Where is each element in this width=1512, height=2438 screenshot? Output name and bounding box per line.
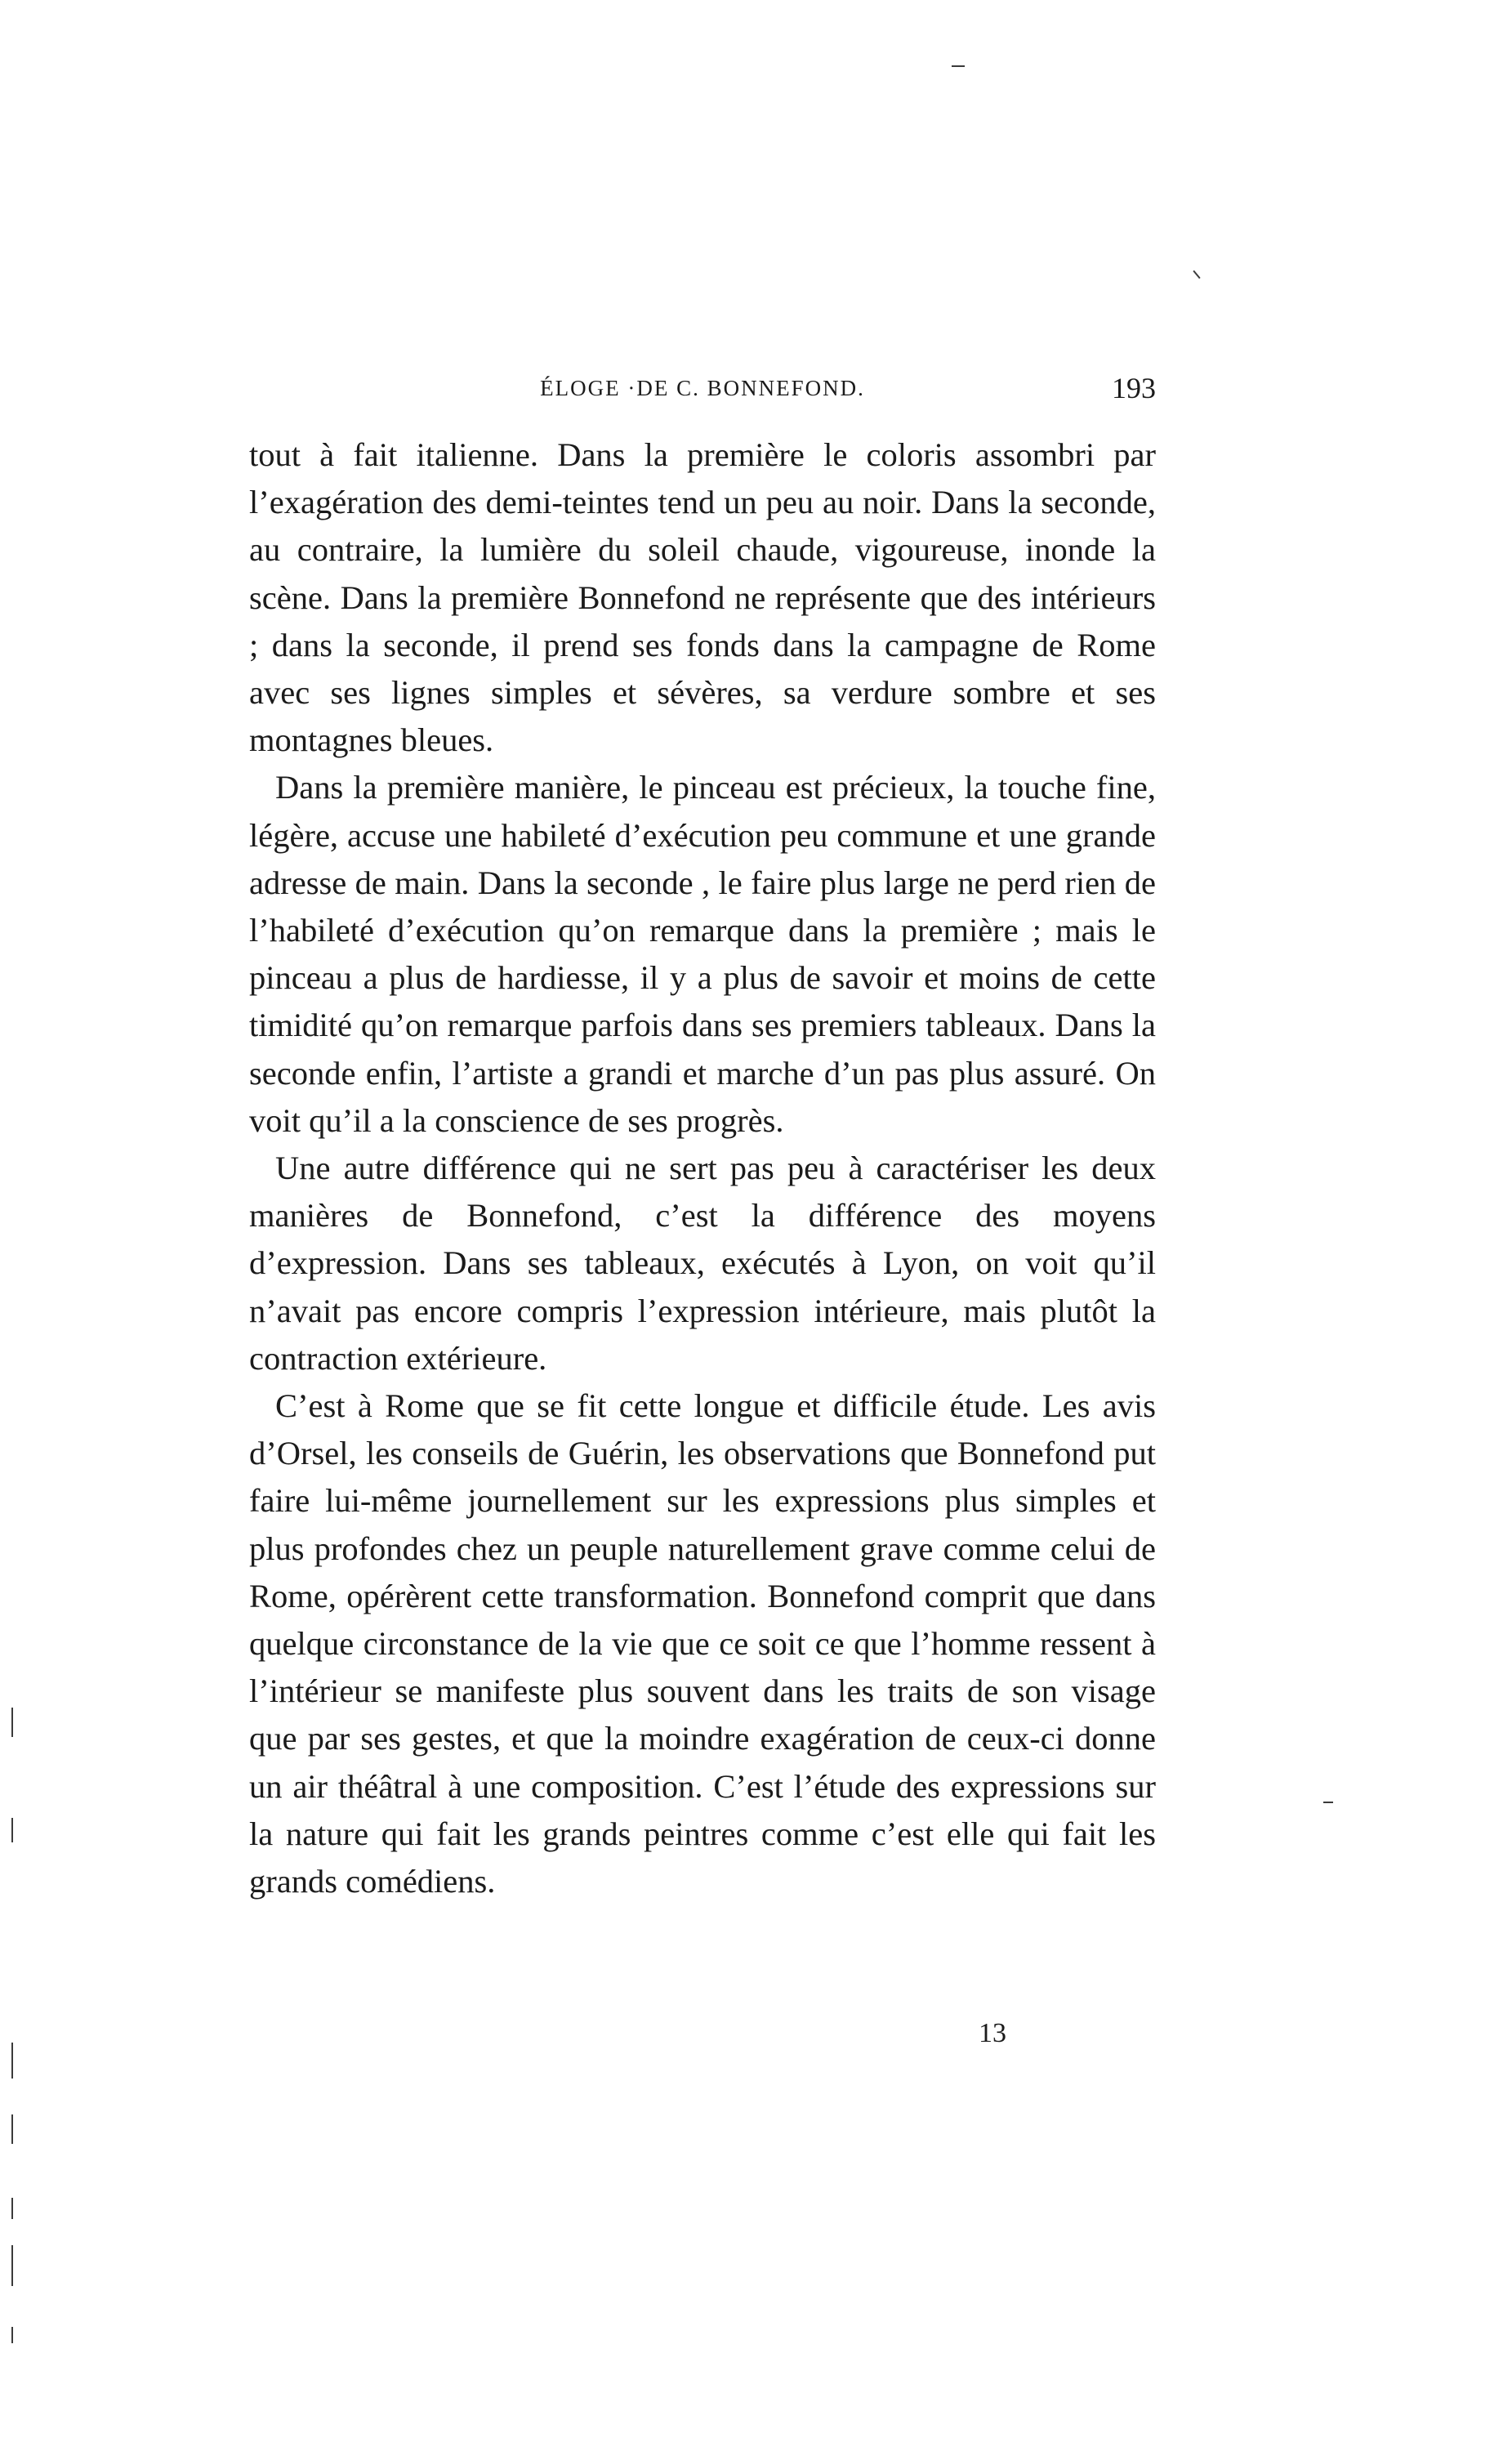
- paragraph-2: Dans la première manière, le pinceau est précieux, la touche fine, légère, accuse une habileté d’exécution peu commune et une grande adresse de main. Dans la seconde , le faire plus large ne perd rien de l’habileté d’exécution qu’on remarque dans la première ; mais le pinceau a plus de hardiesse, il y a plus de savoir et moins de cette timidité qu’on remarque parfois dans ses premiers tableaux. Dans la seconde enfin, l’artiste a grandi et marche d’un pas plus assuré. On voit qu’il a la conscience de ses progrès.: [249, 769, 1156, 1139]
- paragraph-1: tout à fait italienne. Dans la première le coloris assombri par l’exagération des demi-teintes tend un peu au noir. Dans la seconde, au contraire, la lumière du soleil chaude, vigoureuse, inonde la scène. Dans la première Bonnefond ne représente que des intérieurs ; dans la seconde, il prend ses fonds dans la campagne de Rome avec ses lignes simples et sévères, sa verdure sombre et ses montagnes bleues.: [249, 436, 1156, 759]
- signature-mark: 13: [979, 2018, 1006, 2048]
- scan-edge-mark: [11, 2043, 13, 2079]
- running-head: [249, 372, 1156, 417]
- scan-edge-mark: [11, 2114, 13, 2144]
- scan-edge-mark: [11, 1818, 13, 1842]
- scan-edge-mark: [1323, 1802, 1333, 1803]
- page-number: 193: [1112, 372, 1156, 404]
- scan-edge-mark: [952, 65, 965, 67]
- running-title: ÉLOGE ·DE C. BONNEFOND.: [540, 376, 865, 400]
- scan-edge-mark: [11, 1708, 13, 1737]
- scan-edge-mark: [11, 2198, 13, 2219]
- scan-edge-mark: [11, 2327, 13, 2343]
- scan-edge-mark: [11, 2245, 13, 2286]
- body-text: [249, 431, 1156, 1905]
- scan-edge-mark: [1193, 270, 1200, 279]
- paragraph-3: Une autre différence qui ne sert pas peu à caractériser les deux manières de Bonnefond, c’est la différence des moyens d’expression. Dans ses tableaux, exécutés à Lyon, on voit qu’il n’avait pas encore compris l’expression intérieure, mais plutôt la contraction extérieure.: [249, 1150, 1156, 1377]
- paragraph-4: C’est à Rome que se fit cette longue et difficile étude. Les avis d’Orsel, les conseils de Guérin, les observations que Bonnefond put faire lui-même journellement sur les expressions plus simples et plus profondes chez un peuple naturellement grave comme celui de Rome, opérèrent cette transformation. Bonnefond comprit que dans quelque circonstance de la vie que ce soit ce que l’homme ressent à l’intérieur se manifeste plus souvent dans les traits de son visage que par ses gestes, et que la moindre exagération de ceux-ci donne un air théâtral à une composition. C’est l’étude des expressions sur la nature qui fait les grands peintres comme c’est elle qui fait les grands comédiens.: [249, 1387, 1156, 1900]
